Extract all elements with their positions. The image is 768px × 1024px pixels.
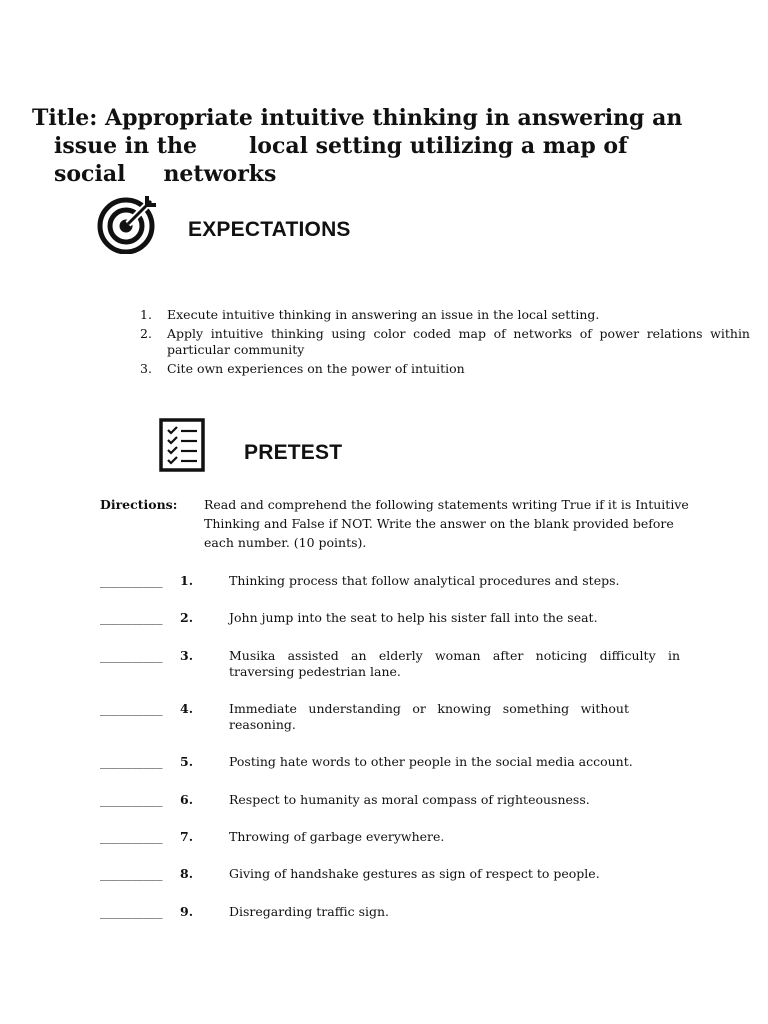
title-text-3a: social	[54, 161, 126, 187]
question-text: Giving of handshake gestures as sign of respect to people.	[229, 866, 600, 881]
question-item	[100, 866, 680, 882]
title-colon: :	[89, 105, 98, 131]
title-text-1: Appropriate intuitive thinking in answering an	[105, 105, 683, 131]
directions-label: Directions:	[100, 497, 178, 512]
objective-item	[140, 326, 750, 358]
title-text-2a: issue in the	[54, 133, 197, 159]
target-icon	[96, 194, 160, 254]
objective-text: Execute intuitive thinking in answering an issue in the local setting.	[167, 307, 600, 322]
objective-number: 2.	[140, 326, 152, 341]
expectations-heading: EXPECTATIONS	[188, 218, 351, 241]
question-item	[100, 754, 680, 770]
objectives-list	[140, 307, 750, 380]
question-item	[100, 904, 680, 920]
question-item	[100, 701, 680, 733]
answer-blank[interactable]: __________	[100, 904, 163, 919]
question-text: Disregarding traffic sign.	[229, 904, 390, 919]
question-number: 4.	[180, 701, 194, 716]
question-item	[100, 792, 680, 808]
question-item	[100, 648, 680, 680]
question-text: Thinking process that follow analytical procedures and steps.	[229, 573, 620, 588]
question-text: Immediate understanding or knowing something without reasoning.	[229, 701, 629, 732]
answer-blank[interactable]: __________	[100, 792, 163, 807]
question-number: 9.	[180, 904, 194, 919]
objective-item	[140, 361, 750, 377]
title-text-2b: local setting utilizing a map of	[248, 133, 628, 159]
question-text: Posting hate words to other people in the social media account.	[229, 754, 633, 769]
objective-text: Apply intuitive thinking using color coded map of networks of power relations within particular community	[167, 326, 750, 357]
answer-blank[interactable]: __________	[100, 866, 163, 881]
question-number: 3.	[180, 648, 194, 663]
question-number: 7.	[180, 829, 194, 844]
title-line-2	[32, 132, 756, 160]
answer-blank[interactable]: __________	[100, 573, 163, 588]
directions-text: Read and comprehend the following statements writing True if it is Intuitive Thinking and False if NOT. Write the answer on the blank provided before each number. (10 points).	[204, 497, 689, 550]
question-number: 8.	[180, 866, 194, 881]
question-text: Throwing of garbage everywhere.	[229, 829, 445, 844]
title-line-3	[32, 160, 756, 188]
answer-blank[interactable]: __________	[100, 754, 163, 769]
objective-text: Cite own experiences on the power of intuition	[167, 361, 465, 376]
question-number: 6.	[180, 792, 194, 807]
title-line-1	[32, 104, 756, 132]
directions	[100, 495, 700, 552]
checklist-icon	[158, 418, 206, 472]
question-text: Musika assisted an elderly woman after noticing difficulty in traversing pedestrian lane.	[229, 648, 680, 679]
answer-blank[interactable]: __________	[100, 829, 163, 844]
question-item	[100, 573, 680, 589]
question-item	[100, 610, 680, 626]
answer-blank[interactable]: __________	[100, 701, 163, 716]
question-number: 2.	[180, 610, 194, 625]
question-number: 5.	[180, 754, 194, 769]
answer-blank[interactable]: __________	[100, 610, 163, 625]
question-text: John jump into the seat to help his sister fall into the seat.	[229, 610, 598, 625]
objective-item	[140, 307, 750, 323]
question-number: 1.	[180, 573, 194, 588]
page-title	[32, 104, 756, 188]
question-text: Respect to humanity as moral compass of righteousness.	[229, 792, 590, 807]
title-text-3b: networks	[163, 161, 277, 187]
answer-blank[interactable]: __________	[100, 648, 163, 663]
pretest-heading: PRETEST	[244, 441, 343, 464]
objective-number: 3.	[140, 361, 152, 376]
objective-number: 1.	[140, 307, 152, 322]
question-item	[100, 829, 680, 845]
title-label: Title	[32, 105, 90, 131]
